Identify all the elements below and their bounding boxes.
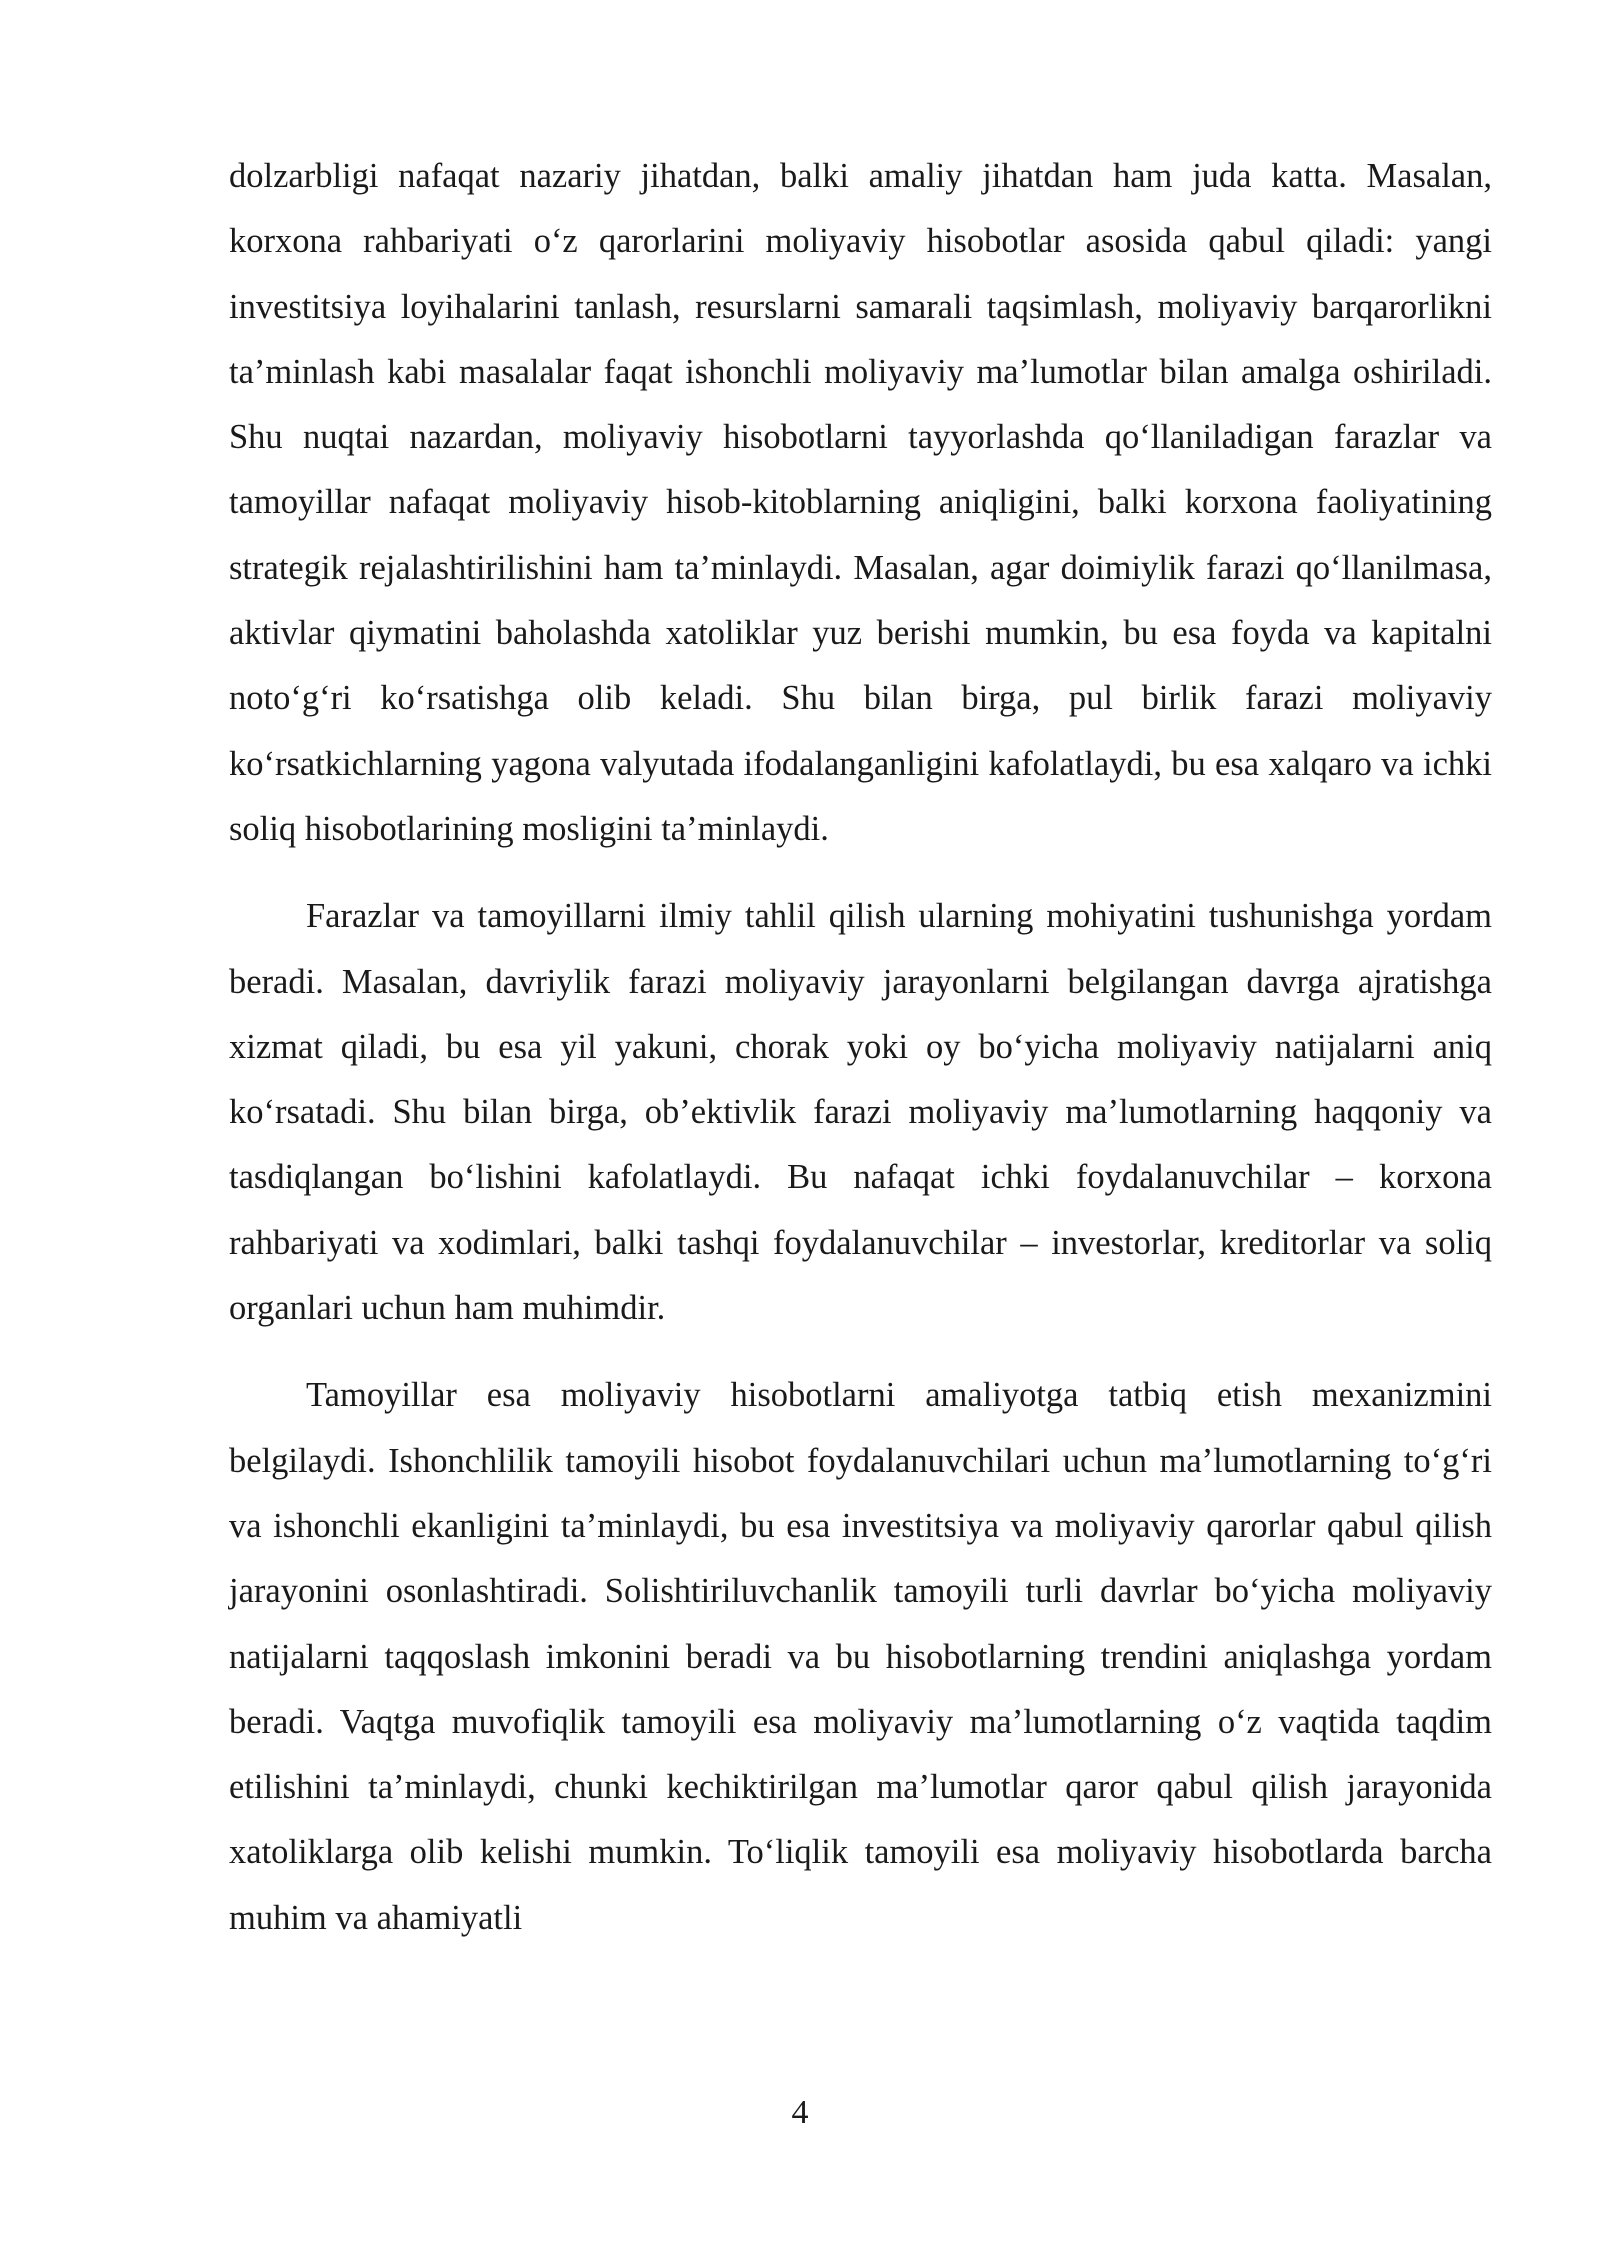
page-number: 4: [791, 2094, 809, 2131]
paragraph-continued: dolzarbligi nafaqat nazariy jihatdan, balki amaliy jihatdan ham juda katta. Masalan, korxona rahbariyati o‘z qarorlarini moliyaviy hisobotlar asosida qabul qiladi: yangi investitsiya loyihalarini tanlash, resurslarni samarali taqsimlash, moliyaviy barqarorlikni ta’minlash kabi masalalar faqat ishonchli moliyaviy ma’lumotlar bilan amalga oshiriladi. Shu nuqtai nazardan, moliyaviy hisobotlarni tayyorlashda qo‘llaniladigan farazlar va tamoyillar nafaqat moliyaviy hisob-kitoblarning aniqligini, balki korxona faoliyatining strategik rejalashtirilishini ham ta’minlaydi. Masalan, agar doimiylik farazi qo‘llanilmasa, aktivlar qiymatini baholashda xatoliklar yuz berishi mumkin, bu esa foyda va kapitalni noto‘g‘ri ko‘rsatishga olib keladi. Shu bilan birga, pul birlik farazi moliyaviy ko‘rsatkichlarning yagona valyutada ifodalanganligini kafolatlaydi, bu esa xalqaro va ichki soliq hisobotlarining mosligini ta’minlaydi.: [229, 157, 1492, 848]
paragraph-assumptions-analysis: Farazlar va tamoyillarni ilmiy tahlil qilish ularning mohiyatini tushunishga yordam beradi. Masalan, davriylik farazi moliyaviy jarayonlarni belgilangan davrga ajratishga xizmat qiladi, bu esa yil yakuni, chorak yoki oy bo‘yicha moliyaviy natijalarni aniq ko‘rsatadi. Shu bilan birga, ob’ektivlik farazi moliyaviy ma’lumotlarning haqqoniy va tasdiqlangan bo‘lishini kafolatlaydi. Bu nafaqat ichki foydalanuvchilar – korxona rahbariyati va xodimlari, balki tashqi foydalanuvchilar – investorlar, kreditorlar va soliq organlari uchun ham muhimdir.: [229, 897, 1492, 1328]
paragraph-principles: Tamoyillar esa moliyaviy hisobotlarni amaliyotga tatbiq etish mexanizmini belgilaydi. Ishonchlilik tamoyili hisobot foydalanuvchilari uchun ma’lumotlarning to‘g‘ri va ishonchli ekanligini ta’minlaydi, bu esa investitsiya va moliyaviy qarorlar qabul qilish jarayonini osonlashtiradi. Solishtiriluvchanlik tamoyili turli davrlar bo‘yicha moliyaviy natijalarni taqqoslash imkonini beradi va bu hisobotlarning trendini aniqlashga yordam beradi. Vaqtga muvofiqlik tamoyili esa moliyaviy ma’lumotlarning o‘z vaqtida taqdim etilishini ta’minlaydi, chunki kechiktirilgan ma’lumotlar qaror qabul qilish jarayonida xatoliklarga olib kelishi mumkin. To‘liqlik tamoyili esa moliyaviy hisobotlarda barcha muhim va ahamiyatli: [229, 1376, 1492, 1937]
document-page: [229, 144, 1492, 1951]
